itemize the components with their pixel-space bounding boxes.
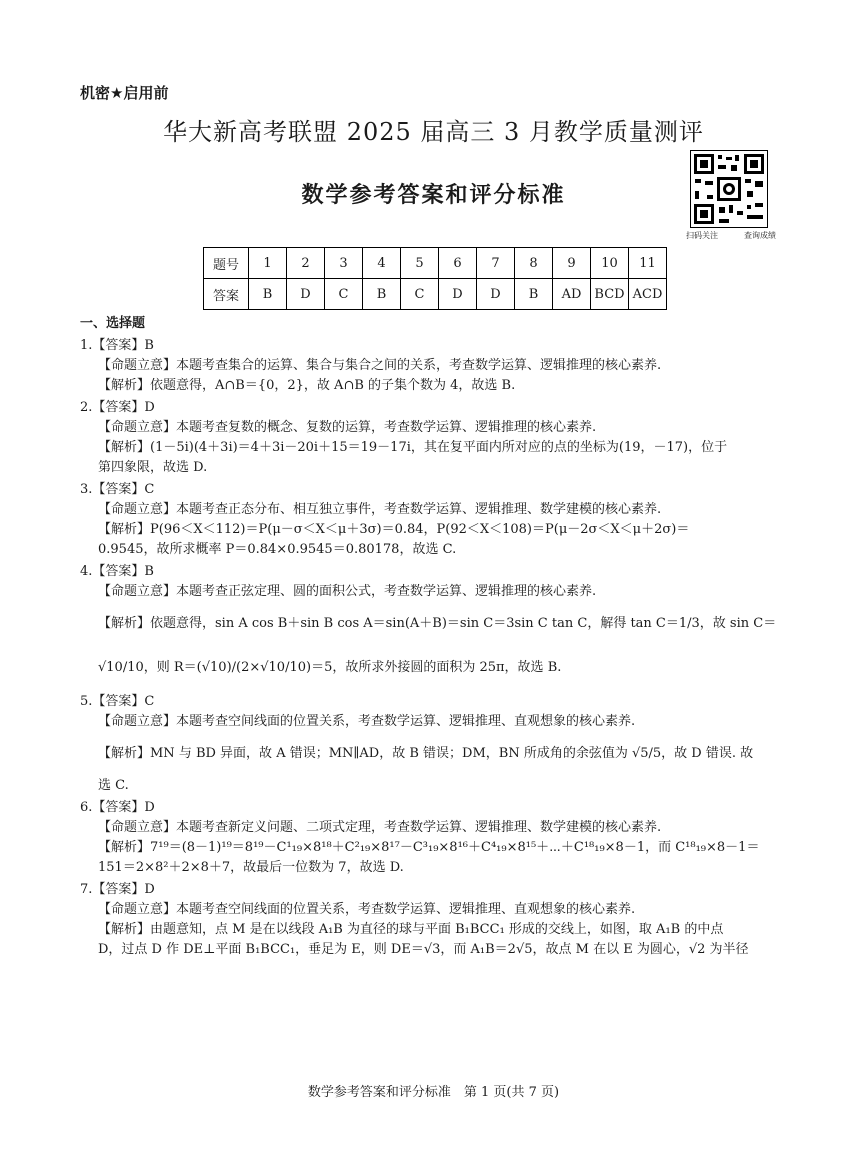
question-number: 9 — [553, 248, 591, 279]
page-footer: 数学参考答案和评分标准 第 1 页(共 7 页) — [307, 1085, 560, 1100]
answer-cell: BCD — [591, 279, 629, 310]
solution-item-5 — [80, 692, 785, 796]
section-title: 一、选择题 — [80, 316, 146, 331]
answer-heading: 4.【答案】B — [80, 564, 154, 579]
question-number: 2 — [287, 248, 325, 279]
answer-heading: 1.【答案】B — [80, 338, 154, 353]
page-title: 华大新高考联盟 2025 届高三 3 月教学质量测评 — [163, 118, 704, 146]
question-number: 6 — [439, 248, 477, 279]
answer-heading: 7.【答案】D — [80, 882, 155, 897]
analysis-text: 第四象限，故选 D. — [98, 460, 208, 475]
answer-cell: C — [325, 279, 363, 310]
answer-cell: B — [515, 279, 553, 310]
qr-caption-score: 查询成绩 — [744, 231, 776, 240]
intent-text: 【命题立意】本题考查正弦定理、圆的面积公式，考查数学运算、逻辑推理的核心素养. — [98, 584, 597, 599]
solution-content — [80, 314, 785, 960]
question-number: 1 — [249, 248, 287, 279]
analysis-text: √10/10，则 R＝(√10)/(2×√10/10)＝5，故所求外接圆的面积为 25π，故选 B. — [98, 660, 562, 675]
analysis-text: 151＝2×8²＋2×8＋7，故最后一位数为 7，故选 D. — [98, 860, 404, 875]
analysis-text: 选 C. — [98, 778, 129, 793]
row-label-answer: 答案 — [204, 279, 249, 310]
answer-table-number-row — [204, 248, 667, 279]
answer-cell: AD — [553, 279, 591, 310]
qr-caption-follow: 扫码关注 — [686, 231, 718, 240]
question-number: 3 — [325, 248, 363, 279]
qr-code-icon[interactable] — [690, 150, 768, 228]
answer-heading: 6.【答案】D — [80, 800, 155, 815]
question-number: 10 — [591, 248, 629, 279]
answer-cell: D — [439, 279, 477, 310]
solution-item-6 — [80, 798, 785, 878]
question-number: 5 — [401, 248, 439, 279]
analysis-text: 【解析】依题意得，sin A cos B＋sin B cos A＝sin(A＋B)＝sin C＝3sin C tan C，解得 tan C＝1/3，故 sin C＝ — [98, 616, 777, 631]
question-number: 8 — [515, 248, 553, 279]
answer-cell: B — [363, 279, 401, 310]
solution-item-7 — [80, 880, 785, 960]
intent-text: 【命题立意】本题考查空间线面的位置关系，考查数学运算、逻辑推理、直观想象的核心素养. — [98, 902, 636, 917]
analysis-text: 【解析】依题意得，A∩B＝{0，2}，故 A∩B 的子集个数为 4，故选 B. — [98, 378, 516, 393]
answer-cell: B — [249, 279, 287, 310]
intent-text: 【命题立意】本题考查正态分布、相互独立事件，考查数学运算、逻辑推理、数学建模的核心素养. — [98, 502, 662, 517]
answer-table — [203, 247, 667, 310]
intent-text: 【命题立意】本题考查空间线面的位置关系，考查数学运算、逻辑推理、直观想象的核心素养. — [98, 714, 636, 729]
solution-item-2 — [80, 398, 785, 478]
answer-heading: 5.【答案】C — [80, 694, 155, 709]
analysis-text: D，过点 D 作 DE⊥平面 B₁BCC₁，垂足为 E，则 DE＝√3，而 A₁B＝2√5，故点 M 在以 E 为圆心，√2 为半径 — [98, 942, 749, 957]
answer-heading: 2.【答案】D — [80, 400, 155, 415]
answer-cell: D — [477, 279, 515, 310]
answer-table-answer-row — [204, 279, 667, 310]
answer-cell: ACD — [629, 279, 667, 310]
answer-cell: C — [401, 279, 439, 310]
question-number: 4 — [363, 248, 401, 279]
row-label-number: 题号 — [204, 248, 249, 279]
intent-text: 【命题立意】本题考查复数的概念、复数的运算，考查数学运算、逻辑推理的核心素养. — [98, 420, 597, 435]
question-number: 7 — [477, 248, 515, 279]
analysis-text: 【解析】由题意知，点 M 是在以线段 A₁B 为直径的球与平面 B₁BCC₁ 形成的交线上，如图，取 A₁B 的中点 — [98, 922, 724, 937]
question-number: 11 — [629, 248, 667, 279]
confidential-label: 机密★启用前 — [80, 84, 169, 102]
solution-item-4 — [80, 562, 785, 690]
analysis-text: 【解析】P(96＜X＜112)＝P(μ－σ＜X＜μ＋3σ)＝0.84，P(92＜X＜108)＝P(μ－2σ＜X＜μ＋2σ)＝ — [98, 522, 690, 537]
answer-cell: D — [287, 279, 325, 310]
qr-caption — [686, 230, 776, 241]
intent-text: 【命题立意】本题考查新定义问题、二项式定理，考查数学运算、逻辑推理、数学建模的核心素养. — [98, 820, 662, 835]
page-subtitle: 数学参考答案和评分标准 — [301, 183, 566, 208]
analysis-text: 【解析】(1－5i)(4＋3i)＝4＋3i－20i＋15＝19－17i，其在复平面内所对应的点的坐标为(19，－17)，位于 — [98, 440, 728, 455]
analysis-text: 【解析】MN 与 BD 异面，故 A 错误；MN∥AD，故 B 错误；DM，BN 所成角的余弦值为 √5/5，故 D 错误. 故 — [98, 746, 754, 761]
solution-item-3 — [80, 480, 785, 560]
answer-heading: 3.【答案】C — [80, 482, 155, 497]
intent-text: 【命题立意】本题考查集合的运算、集合与集合之间的关系，考查数学运算、逻辑推理的核心素养. — [98, 358, 662, 373]
analysis-text: 【解析】7¹⁹＝(8－1)¹⁹＝8¹⁹－C¹₁₉×8¹⁸＋C²₁₉×8¹⁷－C³₁₉×8¹⁶＋C⁴₁₉×8¹⁵＋⋯＋C¹⁸₁₉×8－1，而 C¹⁸₁₉×8－1＝ — [98, 840, 760, 855]
analysis-text: 0.9545，故所求概率 P＝0.84×0.9545＝0.80178，故选 C. — [98, 542, 457, 557]
solution-item-1 — [80, 336, 785, 396]
